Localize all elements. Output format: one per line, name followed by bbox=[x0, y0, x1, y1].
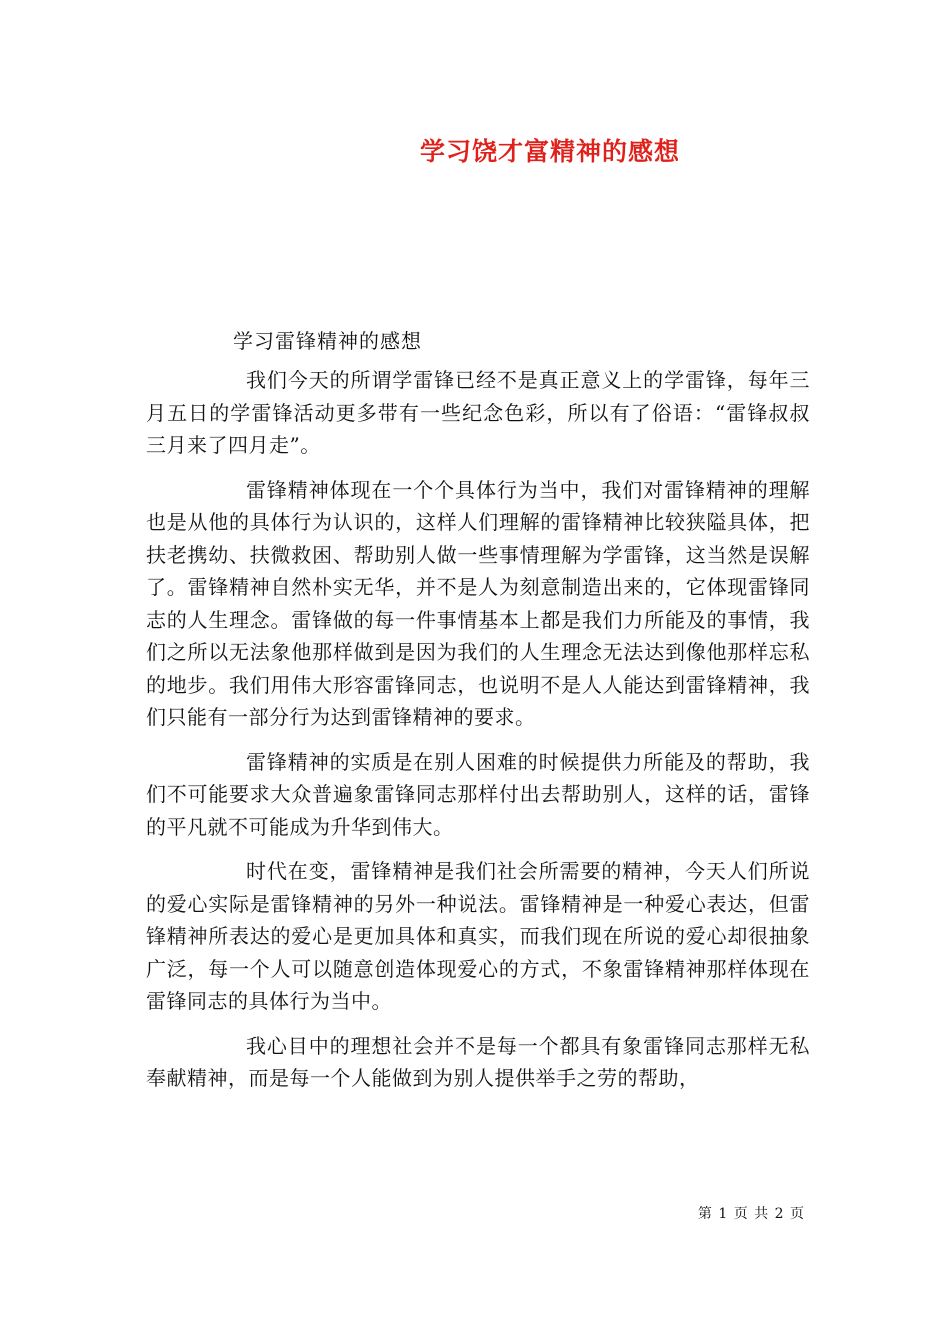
document-body bbox=[146, 364, 810, 1107]
paragraph-4: 时代在变，雷锋精神是我们社会所需要的精神，今天人们所说的爱心实际是雷锋精神的另外一种说法。雷锋精神是一种爱心表达，但雷锋精神所表达的爱心是更加具体和真实，而我们现在所说的爱心却很抽象广泛，每一个人可以随意创造体现爱心的方式，不象雷锋精神那样体现在雷锋同志的具体行为当中。 bbox=[146, 859, 810, 1013]
page-footer: 第 1 页 共 2 页 bbox=[697, 1206, 805, 1222]
paragraph-5: 我心目中的理想社会并不是每一个都具有象雷锋同志那样无私奉献精神，而是每一个人能做到为别人提供举手之劳的帮助， bbox=[146, 1033, 810, 1090]
document-title: 学习饶才富精神的感想 bbox=[419, 137, 680, 166]
document-subtitle: 学习雷锋精神的感想 bbox=[233, 329, 422, 353]
paragraph-3: 雷锋精神的实质是在别人困难的时候提供力所能及的帮助，我们不可能要求大众普遍象雷锋同志那样付出去帮助别人，这样的话，雷锋的平凡就不可能成为升华到伟大。 bbox=[146, 749, 810, 839]
paragraph-1: 我们今天的所谓学雷锋已经不是真正意义上的学雷锋，每年三月五日的学雷锋活动更多带有一些纪念色彩，所以有了俗语：“雷锋叔叔三月来了四月走”。 bbox=[146, 368, 810, 457]
paragraph-2: 雷锋精神体现在一个个具体行为当中，我们对雷锋精神的理解也是从他的具体行为认识的，这样人们理解的雷锋精神比较狭隘具体，把扶老携幼、扶微救困、帮助别人做一些事情理解为学雷锋，这当然是误解了。雷锋精神自然朴实无华，并不是人为刻意制造出来的，它体现雷锋同志的人生理念。雷锋做的每一件事情基本上都是我们力所能及的事情，我们之所以无法象他那样做到是因为我们的人生理念无法达到像他那样忘私的地步。我们用伟大形容雷锋同志，也说明不是人人能达到雷锋精神，我们只能有一部分行为达到雷锋精神的要求。 bbox=[146, 477, 810, 729]
